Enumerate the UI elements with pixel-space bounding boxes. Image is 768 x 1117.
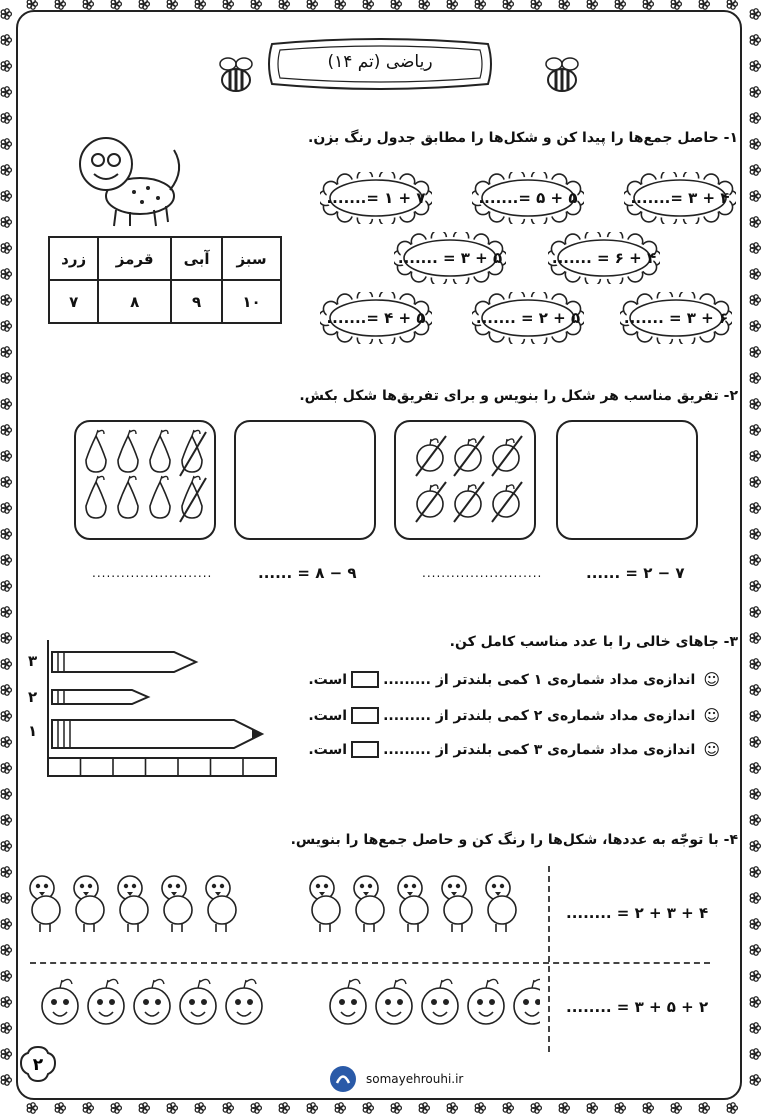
chick-icon [310,876,340,932]
flower-icon [750,9,760,19]
apple-icon [416,436,446,476]
flower-icon [1,789,11,799]
pencil-icon [52,652,196,672]
leopard-icon [70,130,190,230]
page-title: ریاضی (تم ۱۴) [327,52,433,72]
flower-icon [223,0,233,9]
flower-icon [223,1103,233,1113]
table-header: آبی [171,237,222,280]
flower-icon [83,0,93,9]
flower-icon [750,61,760,71]
flower-icon [139,1103,149,1113]
smile-icon: ☺ [703,740,720,759]
flower-icon [750,87,760,97]
ruler [48,758,276,776]
flower-icon [167,0,177,9]
flower-icon [1,971,11,981]
flower-icon [475,1103,485,1113]
answer-box[interactable] [351,671,379,688]
flower-icon [1,893,11,903]
flower-icon [391,1103,401,1113]
flower-icon [750,321,760,331]
flower-icon [750,165,760,175]
chick-icon [398,876,428,932]
flower-icon [750,971,760,981]
flower-icon [251,0,261,9]
flower-icon [531,1103,541,1113]
flower-icon [195,1103,205,1113]
flower-icon [1,243,11,253]
fill-sentence: ☺ اندازه‌ی مداد شماره‌ی ۳ کمی بلندتر از ......... است. [308,740,720,759]
bee-icon [538,52,586,100]
apple-face-icon [376,979,412,1024]
flower-icon [83,1103,93,1113]
flower-icon [750,425,760,435]
flower-icon [1,425,11,435]
flower-icon [447,0,457,9]
flower-icon [587,1103,597,1113]
apple-face-icon [468,979,504,1024]
flower-icon [750,113,760,123]
pear-icon [150,430,170,472]
answer-blank[interactable]: ......................... [422,566,543,580]
apples-box [394,420,536,540]
sum-equation[interactable]: ۲ + ۵ + ۳ = ........ [566,998,709,1016]
apples-row [20,972,540,1038]
question-1-prompt: ۱- حاصل جمع‌ها را پیدا کن و شکل‌ها را مطابق جدول رنگ بزن. [308,130,738,146]
cloud-equation[interactable]: ۴ + ۶ = ....... [551,249,657,267]
flower-icon [1,529,11,539]
table-header: قرمز [98,237,171,280]
chick-icon [74,876,104,932]
flower-icon [750,893,760,903]
flower-icon [1,113,11,123]
flower-icon [1,945,11,955]
flower-icon [750,1023,760,1033]
smile-icon: ☺ [703,706,720,725]
apple-face-icon [88,979,124,1024]
flower-icon [699,1103,709,1113]
chicks-row [20,866,540,936]
flower-icon [750,35,760,45]
question-4-prompt: ۴- با توجّه به عددها، شکل‌ها را رنگ کن و حاصل جمع‌ها را بنویس. [290,832,738,848]
pencil-label: ۳ [28,652,38,670]
flower-icon [1,61,11,71]
cloud-equation[interactable]: ۵ + ۳ = ....... [397,249,503,267]
flower-icon [750,529,760,539]
question-2-prompt: ۲- تفریق مناسب هر شکل را بنویس و برای تفریق‌ها شکل بکش. [299,388,738,404]
flower-icon [503,0,513,9]
smile-icon: ☺ [703,670,720,689]
flower-icon [750,451,760,461]
flower-icon [391,0,401,9]
flower-icon [727,1103,737,1113]
flower-icon [1,295,11,305]
flower-icon [1,35,11,45]
flower-icon [643,0,653,9]
flower-icon [750,633,760,643]
pencil-label: ۱ [28,722,38,740]
flower-icon [1,321,11,331]
flower-icon [1,581,11,591]
flower-icon [55,1103,65,1113]
table-header: زرد [49,237,98,280]
chick-icon [206,876,236,932]
pears-box [74,420,216,540]
flower-icon [1,191,11,201]
flower-icon [139,0,149,9]
apple-icon [454,436,484,476]
flower-icon [750,1049,760,1059]
flower-icon [1,503,11,513]
divider-horizontal [30,962,710,964]
flower-icon [167,1103,177,1113]
page-number: ۲ [32,1055,44,1075]
flower-icon [750,1075,760,1085]
pear-icon [118,476,138,518]
flower-icon [279,1103,289,1113]
answer-blank[interactable]: ......................... [92,566,213,580]
flower-icon [531,0,541,9]
flower-icon [750,945,760,955]
drawing-box[interactable] [556,420,698,540]
flower-icon [750,347,760,357]
flower-icon [475,0,485,9]
flower-icon [750,685,760,695]
flower-icon [1,139,11,149]
sum-equation[interactable]: ۴ + ۳ + ۲ = ........ [566,904,709,922]
flower-icon [671,0,681,9]
flower-icon [750,789,760,799]
chick-icon [162,876,192,932]
flower-icon [750,477,760,487]
drawing-box[interactable] [234,420,376,540]
flower-icon [1,867,11,877]
flower-icon [111,0,121,9]
flower-icon [1,659,11,669]
cloud-equation[interactable]: ۵ + ۵ =....... [478,189,578,207]
apple-icon [492,436,522,476]
answer-box[interactable] [351,707,379,724]
pear-icon [86,430,106,472]
subtraction-equation[interactable]: ۹ − ۸ = ...... [258,564,357,582]
apple-face-icon [422,979,458,1024]
flower-icon [671,1103,681,1113]
flower-icon [335,1103,345,1113]
flower-icon [1,477,11,487]
flower-icon [750,555,760,565]
flower-icon [587,0,597,9]
table-cell: ۸ [98,280,171,323]
flower-icon [1,217,11,227]
flower-icon [1,997,11,1007]
flower-icon [1,347,11,357]
flower-icon [1,555,11,565]
flower-icon [1,919,11,929]
flower-icon [419,0,429,9]
flower-icon [1,269,11,279]
flower-icon [1,841,11,851]
flower-icon [750,997,760,1007]
flower-icon [1,737,11,747]
flower-icon [750,867,760,877]
cloud-equation[interactable]: ۵ + ۲ = ....... [475,309,581,327]
flower-icon [699,0,709,9]
table-cell: ۷ [49,280,98,323]
table-cell: ۹ [171,280,222,323]
flower-icon [559,0,569,9]
apple-icon [416,482,446,522]
apple-face-icon [226,979,262,1024]
flower-icon [1,1075,11,1085]
flower-icon [615,1103,625,1113]
color-table [48,236,282,324]
flower-icon [307,0,317,9]
flower-icon [1,815,11,825]
flower-icon [307,1103,317,1113]
table-cell: ۱۰ [222,280,281,323]
flower-icon [27,1103,37,1113]
flower-icon [1,165,11,175]
apple-face-icon [42,979,78,1024]
pencil-icon [52,690,148,704]
flower-icon [363,1103,373,1113]
flower-icon [1,685,11,695]
flower-icon [750,919,760,929]
flower-icon [363,0,373,9]
footer [328,1064,463,1094]
flower-icon [27,0,37,9]
flower-icon [55,0,65,9]
apple-icon [454,482,484,522]
flower-icon [1,1023,11,1033]
flower-icon [750,191,760,201]
cloud-equation[interactable]: ۷ + ۱ =....... [326,189,426,207]
flower-icon [750,139,760,149]
pear-icon [180,430,206,476]
pear-icon [118,430,138,472]
flower-icon [750,841,760,851]
chick-icon [442,876,472,932]
flower-icon [750,607,760,617]
question-3-prompt: ۳- جاهای خالی را با عدد مناسب کامل کن. [449,634,738,650]
pencil-icon [52,720,262,748]
flower-icon [750,659,760,669]
subtraction-equation[interactable]: ۷ − ۲ = ...... [586,564,685,582]
flower-icon [1,399,11,409]
answer-box[interactable] [351,741,379,758]
cloud-equation[interactable]: ۶ + ۳ = ....... [623,309,729,327]
flower-icon [615,0,625,9]
apple-face-icon [180,979,216,1024]
flower-icon [1,87,11,97]
page-number-badge [18,1044,58,1084]
pencils-figure [44,640,284,780]
fill-sentence: ☺ اندازه‌ی مداد شماره‌ی ۲ کمی بلندتر از ......... است. [308,706,720,725]
flower-icon [1,451,11,461]
flower-icon [251,1103,261,1113]
pear-icon [180,476,206,522]
flower-icon [1,9,11,19]
flower-icon [643,1103,653,1113]
flower-icon [1,633,11,643]
flower-icon [503,1103,513,1113]
flower-icon [727,0,737,9]
flower-icon [1,763,11,773]
flower-icon [111,1103,121,1113]
pencil-label: ۲ [28,688,38,706]
flower-icon [750,711,760,721]
flower-icon [447,1103,457,1113]
flower-icon [1,607,11,617]
flower-icon [750,581,760,591]
apple-face-icon [330,979,366,1024]
flower-icon [750,373,760,383]
flower-icon [750,217,760,227]
apple-face-icon [514,979,540,1024]
logo-icon [328,1064,358,1094]
flower-icon [750,503,760,513]
apple-face-icon [134,979,170,1024]
website-link[interactable]: somayehrouhi.ir [366,1072,464,1086]
cloud-equation[interactable]: ۵ + ۴ =....... [326,309,426,327]
flower-icon [195,0,205,9]
flower-icon [1,1049,11,1059]
table-header: سبز [222,237,281,280]
flower-icon [750,269,760,279]
flower-icon [750,737,760,747]
flower-icon [750,243,760,253]
chick-icon [486,876,516,932]
flower-icon [335,0,345,9]
flower-icon [559,1103,569,1113]
pear-icon [86,476,106,518]
chick-icon [118,876,148,932]
pear-icon [150,476,170,518]
bee-icon [212,52,260,100]
chick-icon [30,876,60,932]
flower-icon [279,0,289,9]
flower-icon [1,711,11,721]
chick-icon [354,876,384,932]
flower-icon [750,815,760,825]
flower-icon [419,1103,429,1113]
apple-icon [492,482,522,522]
cloud-equation[interactable]: ۴ + ۳ =....... [630,189,730,207]
flower-icon [1,373,11,383]
divider-vertical [548,866,550,1052]
flower-icon [750,763,760,773]
flower-icon [750,399,760,409]
flower-icon [750,295,760,305]
fill-sentence: ☺ اندازه‌ی مداد شماره‌ی ۱ کمی بلندتر از ......... است. [308,670,720,689]
